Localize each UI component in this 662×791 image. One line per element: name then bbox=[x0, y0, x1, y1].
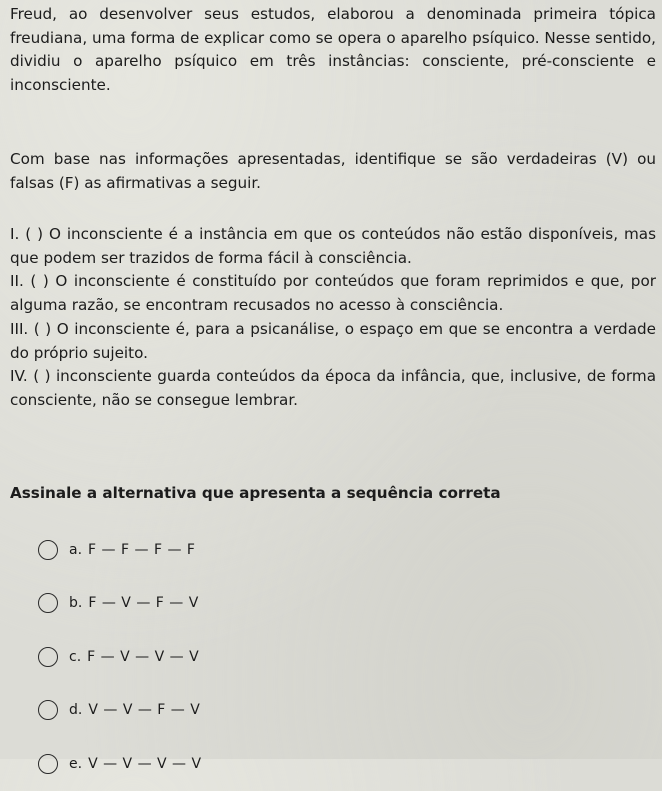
answer-option-b[interactable] bbox=[14, 577, 314, 631]
radio-button-d[interactable] bbox=[38, 700, 58, 720]
statement-item-3: III. ( ) O inconsciente é, para a psicanálise, o espaço em que se encontra a verdade do próprio sujeito. bbox=[10, 319, 656, 362]
answer-option-c[interactable] bbox=[14, 630, 314, 684]
option-letter: d. bbox=[69, 702, 83, 719]
option-text: F — F — F — F bbox=[88, 541, 196, 558]
answer-option-e[interactable] bbox=[14, 737, 314, 791]
option-text: F — V — V — V bbox=[87, 648, 200, 665]
option-letter: b. bbox=[69, 595, 83, 612]
answer-option-a[interactable] bbox=[14, 523, 314, 577]
radio-button-e[interactable] bbox=[38, 754, 58, 774]
statement-item-4: IV. ( ) inconsciente guarda conteúdos da época da infância, que, inclusive, de forma consciente, não se consegue lembrar. bbox=[10, 367, 656, 409]
question-intro-text: Freud, ao desenvolver seus estudos, elaborou a denominada primeira tópica freudiana, uma forma de explicar como se opera o aparelho psíquico. Nesse sentido, dividiu o aparelho psíquico em três instâncias: consciente, pré-consciente e inconsciente. bbox=[10, 5, 656, 94]
option-letter: c. bbox=[69, 648, 82, 665]
option-text: V — V — V — V bbox=[88, 755, 202, 772]
statement-item-1: I. ( ) O inconsciente é a instância em que os conteúdos não estão disponíveis, mas que podem ser trazidos de forma fácil à consciência. bbox=[10, 225, 656, 267]
statement-item-2: II. ( ) O inconsciente é constituído por conteúdos que foram reprimidos e que, por alguma razão, se encontram recusados no acesso à consciência. bbox=[10, 272, 656, 315]
radio-button-a[interactable] bbox=[38, 540, 58, 560]
statement-list bbox=[10, 223, 656, 413]
answer-prompt-text: Assinale a alternativa que apresenta a sequência correta bbox=[10, 484, 501, 502]
answer-options-list bbox=[14, 523, 314, 791]
option-text: F — V — F — V bbox=[88, 595, 199, 612]
question-instruction-text: Com base nas informações apresentadas, identifique se são verdadeiras (V) ou falsas (F) as afirmativas a seguir. bbox=[10, 150, 656, 192]
radio-button-b[interactable] bbox=[38, 593, 58, 613]
option-letter: a. bbox=[69, 541, 83, 558]
answer-option-d[interactable] bbox=[14, 684, 314, 738]
option-text: V — V — F — V bbox=[88, 702, 201, 719]
option-letter: e. bbox=[69, 755, 83, 772]
radio-button-c[interactable] bbox=[38, 647, 58, 667]
